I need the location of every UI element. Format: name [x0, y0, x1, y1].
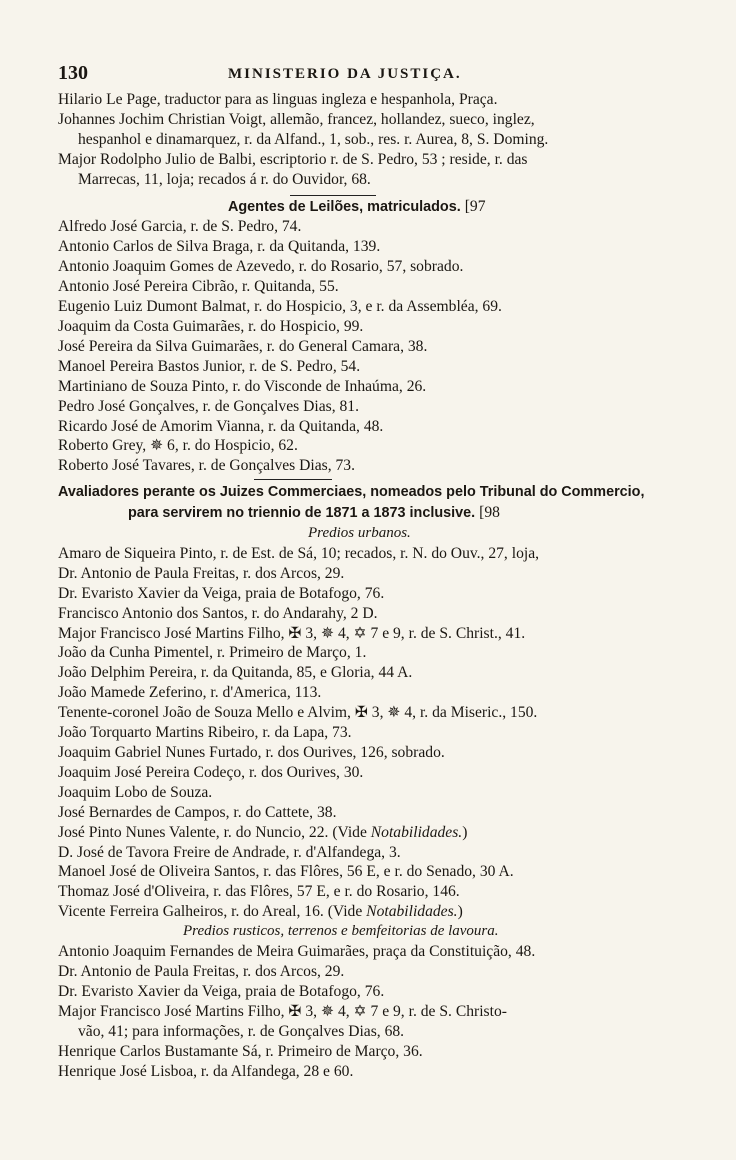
subheading-rusticos: Predios rusticos, terrenos e bemfeitorias de lavoura. — [183, 923, 499, 940]
list-item-continuation: hespanhol e dinamarquez, r. da Alfand., 1, sob., res. r. Aurea, 8, S. Doming. — [78, 130, 549, 148]
list-item: Roberto Grey, ✵ 6, r. do Hospicio, 62. — [58, 437, 298, 455]
list-item: Pedro José Gonçalves, r. de Gonçalves Dias, 81. — [58, 397, 359, 415]
list-item: Hilario Le Page, traductor para as linguas ingleza e hespanhola, Praça. — [58, 91, 498, 108]
list-item: João Delphim Pereira, r. da Quitanda, 85, e Gloria, 44 A. — [58, 664, 413, 682]
section-divider — [290, 195, 376, 196]
list-item: Manoel Pereira Bastos Junior, r. de S. Pedro, 54. — [58, 357, 361, 375]
list-item: Dr. Evaristo Xavier da Veiga, praia de Botafogo, 76. — [58, 584, 385, 602]
section-ref: [97 — [464, 197, 486, 215]
section-title: para servirem no triennio de 1871 a 1873 inclusive. — [128, 505, 476, 522]
page-number: 130 — [58, 62, 88, 84]
list-item: Johannes Jochim Christian Voigt, allemão, francez, hollandez, sueco, inglez, — [58, 110, 535, 128]
list-item: Alfredo José Garcia, r. de S. Pedro, 74. — [58, 218, 302, 236]
list-item: Tenente-coronel João de Souza Mello e Alvim, ✠ 3, ✵ 4, r. da Miseric., 150. — [58, 704, 538, 722]
list-item: João Torquarto Martins Ribeiro, r. da Lapa, 73. — [58, 724, 352, 742]
section-title: Agentes de Leilões, matriculados. — [228, 198, 461, 215]
list-item: Roberto José Tavares, r. de Gonçalves Dias, 73. — [58, 457, 355, 475]
list-item: José Bernardes de Campos, r. do Cattete, 38. — [58, 803, 337, 821]
list-item: Dr. Evaristo Xavier da Veiga, praia de Botafogo, 76. — [58, 982, 385, 1000]
list-item: Dr. Antonio de Paula Freitas, r. dos Arcos, 29. — [58, 564, 345, 582]
list-item: Joaquim Lobo de Souza. — [58, 783, 213, 801]
list-item: Antonio Joaquim Fernandes de Meira Guimarães, praça da Constituição, 48. — [58, 943, 536, 961]
list-item: Francisco Antonio dos Santos, r. do Andarahy, 2 D. — [58, 604, 378, 622]
section-heading-avaliadores-line2 — [58, 503, 694, 524]
list-item-continuation: Marrecas, 11, loja; recados á r. do Ouvidor, 68. — [78, 170, 371, 188]
running-head: MINISTERIO DA JUSTIÇA. — [228, 66, 462, 82]
list-item: Major Francisco José Martins Filho, ✠ 3, ✵ 4, ✡ 7 e 9, r. de S. Christo- — [58, 1002, 507, 1020]
subheading-urbanos: Predios urbanos. — [308, 525, 411, 542]
list-item: Joaquim José Pereira Codeço, r. dos Ourives, 30. — [58, 763, 364, 781]
list-item: Thomaz José d'Oliveira, r. das Flôres, 57 E, e r. do Rosario, 146. — [58, 883, 460, 901]
entry-close: ) — [462, 823, 468, 841]
list-item: Eugenio Luiz Dumont Balmat, r. do Hospicio, 3, e r. da Assembléa, 69. — [58, 298, 502, 316]
list-item: Antonio Carlos de Silva Braga, r. da Quitanda, 139. — [58, 238, 381, 256]
list-item: João da Cunha Pimentel, r. Primeiro de Março, 1. — [58, 644, 367, 662]
section-divider — [254, 479, 332, 480]
list-item: Major Rodolpho Julio de Balbi, escriptorio r. de S. Pedro, 53 ; reside, r. das — [58, 150, 528, 168]
list-item: Amaro de Siqueira Pinto, r. de Est. de Sá, 10; recados, r. N. do Ouv., 27, loja, — [58, 544, 540, 562]
list-item: Joaquim Gabriel Nunes Furtado, r. dos Ourives, 126, sobrado. — [58, 744, 445, 761]
entry-text: José Pinto Nunes Valente, r. do Nuncio, 22. (Vide — [58, 823, 371, 841]
page-header — [58, 60, 694, 90]
list-item: D. José de Tavora Freire de Andrade, r. d'Alfandega, 3. — [58, 843, 401, 861]
list-item: Martiniano de Souza Pinto, r. do Visconde de Inhaúma, 26. — [58, 377, 427, 395]
section-heading-avaliadores: Avaliadores perante os Juizes Commerciaes, nomeados pelo Tribunal do Commercio, — [58, 484, 645, 501]
list-item: Joaquim da Costa Guimarães, r. do Hospicio, 99. — [58, 317, 364, 335]
list-item: Major Francisco José Martins Filho, ✠ 3, ✵ 4, ✡ 7 e 9, r. de S. Christ., 41. — [58, 624, 526, 642]
list-item: Antonio Joaquim Gomes de Azevedo, r. do Rosario, 57, sobrado. — [58, 258, 464, 276]
list-item — [58, 902, 694, 922]
cross-reference: Notabilidades. — [366, 903, 458, 921]
list-item: João Mamede Zeferino, r. d'America, 113. — [58, 684, 322, 702]
list-item-continuation: vão, 41; para informações, r. de Gonçalves Dias, 68. — [78, 1022, 405, 1040]
section-ref: [98 — [479, 504, 500, 522]
list-item: Ricardo José de Amorim Vianna, r. da Quitanda, 48. — [58, 417, 384, 435]
list-item: Henrique José Lisboa, r. da Alfandega, 28 e 60. — [58, 1062, 354, 1080]
list-item: Manoel José de Oliveira Santos, r. das Flôres, 56 E, e r. do Senado, 30 A. — [58, 863, 514, 881]
list-item: Dr. Antonio de Paula Freitas, r. dos Arcos, 29. — [58, 962, 345, 980]
list-item: José Pereira da Silva Guimarães, r. do General Camara, 38. — [58, 337, 428, 355]
entry-text: Vicente Ferreira Galheiros, r. do Areal, 16. (Vide — [58, 903, 367, 921]
list-item — [58, 823, 694, 843]
cross-reference: Notabilidades. — [370, 823, 463, 841]
list-item: Henrique Carlos Bustamante Sá, r. Primeiro de Março, 36. — [58, 1042, 423, 1060]
entry-close: ) — [457, 903, 463, 921]
list-item: Antonio José Pereira Cibrão, r. Quitanda, 55. — [58, 278, 339, 296]
page-content — [58, 60, 694, 1081]
section-heading-leiloes — [58, 197, 694, 218]
